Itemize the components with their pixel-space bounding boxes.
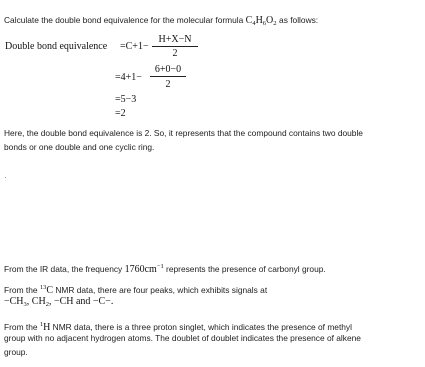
ir-frequency: $1760cm^{-1}$ [124,263,164,275]
dbe-step4: =2 [115,108,126,119]
molecular-formula: $C_4H_6O_2$ [245,15,277,27]
dbe-conclusion-line-2: bonds or one double and one cyclic ring. [4,142,155,152]
dbe-step3: =5−3 [115,94,137,105]
c13-signal-groups: $-CH_3$, $CH_2$, −CH and −C−. [4,296,114,308]
c13-line [4,282,267,296]
c13-suffix: NMR data, there are four peaks, which exhibits signals at [55,285,268,295]
stray-dot [5,177,6,178]
dbe-step1-numerator: H+X−N [158,34,192,45]
dbe-step2-denominator: 2 [165,79,171,90]
h1-prefix: From the [4,322,38,332]
dbe-step2-fraction-bar [150,76,186,77]
c13-prefix: From the [4,285,38,295]
ir-line [4,261,326,275]
dbe-label: Double bond equivalence [5,41,108,52]
ir-prefix: From the IR data, the frequency [4,264,123,274]
ir-suffix: represents the presence of carbonyl group. [166,264,326,274]
dbe-step2-numerator: 6+0−0 [154,64,182,75]
h1-line [4,319,352,333]
h1-line-2: group with no adjacent hydrogen atoms. The doublet of doublet indicates the presence of alkene [4,333,361,343]
intro-suffix: as follows: [279,15,319,25]
dbe-step1-fraction-bar [152,46,198,47]
intro-line [4,15,318,29]
h1-line-3: group. [4,347,28,357]
dbe-step2-lhs: =4+1− [115,72,142,83]
h1-suffix: NMR data, there is a three proton singlet, which indicates the presence of methyl [52,322,352,332]
c13-nucleus: $^{13}$C [39,284,54,296]
h1-nucleus: $^1$H [39,321,51,333]
dbe-conclusion-line-1: Here, the double bond equivalence is 2. So, it represents that the compound contains two double [4,128,363,138]
dbe-step1-lhs: =C+1− [120,41,149,52]
dbe-step1-denominator: 2 [172,48,178,59]
intro-text: Calculate the double bond equivalence for the molecular formula [4,15,244,25]
